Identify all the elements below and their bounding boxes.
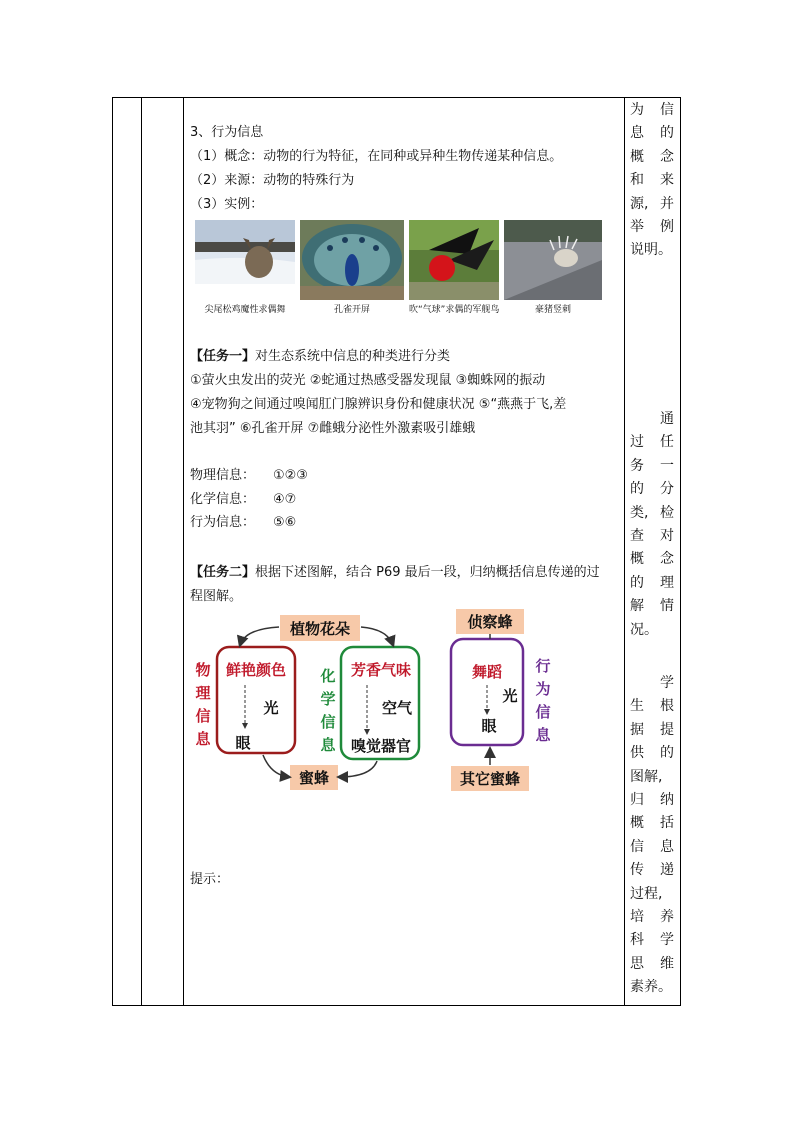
task1-title-rest: 对生态系统中信息的种类进行分类	[255, 349, 451, 364]
info-transfer-diagram	[185, 605, 565, 805]
side-line: 通	[660, 411, 674, 427]
side-note-3	[630, 672, 674, 1000]
task1-line3: 池其羽” ⑥孔雀开屏 ⑦雌蛾分泌性外激素吸引雄蛾	[190, 421, 476, 436]
task1-line2: ④宠物狗之间通过嗅闻肛门腺辨识身份和健康状况 ⑤“燕燕于飞,差	[190, 397, 567, 412]
side-line: 供 的	[630, 745, 674, 762]
task2-line1-rest: 根据下述图解，结合 P69 最后一段，归纳概括信息传递的过	[255, 565, 600, 580]
answer-behavior-value: ⑤⑥	[273, 515, 297, 530]
scout-bee-label: 侦察蜂	[467, 613, 513, 631]
concept-text: （1）概念：动物的行为特征，在同种或异种生物传递某种信息。	[190, 149, 563, 164]
side-line: 和 来	[630, 172, 674, 189]
answer-behavior-label: 行为信息：	[190, 515, 256, 530]
light2-text: 光	[502, 687, 518, 705]
examples-label: （3）实例：	[190, 197, 264, 212]
smell-organ-text: 嗅觉器官	[350, 737, 412, 755]
side-line: 的 理	[630, 574, 674, 591]
dance-text: 舞蹈	[471, 663, 503, 681]
svg-text:物: 物	[195, 661, 211, 679]
photo-grouse	[195, 220, 295, 315]
side-line: 况。	[630, 621, 658, 638]
grouse-image	[195, 220, 295, 300]
svg-text:息: 息	[320, 736, 336, 754]
photo-caption: 豪猪竖刺	[534, 305, 571, 315]
side-line: 查 对	[630, 528, 674, 545]
svg-text:信: 信	[320, 713, 336, 731]
fragrance-text: 芳香气味	[350, 661, 412, 679]
photo-caption: 尖尾松鸡魔性求偶舞	[204, 305, 286, 315]
side-line: 为 信	[630, 102, 674, 118]
side-line: 务 一	[630, 457, 674, 474]
answer-physical-label: 物理信息：	[190, 468, 256, 483]
side-line: 学	[660, 675, 674, 691]
side-line: 过 任	[630, 434, 674, 451]
side-line: 源, 并	[630, 195, 674, 212]
svg-text:学: 学	[320, 690, 336, 708]
source-text: （2）来源：动物的特殊行为	[190, 173, 355, 188]
arrow-plant-to-chemical	[361, 627, 393, 645]
svg-text:为: 为	[535, 680, 551, 698]
task2-title: 【任务二】	[190, 565, 256, 580]
photo-caption: 孔雀开屏	[333, 305, 370, 315]
arrow-chemical-to-bee	[339, 761, 377, 777]
table-border-top	[112, 97, 681, 98]
side-line: 过程,	[630, 885, 663, 902]
task1-line1: ①萤火虫发出的荧光 ②蛇通过热感受器发现鼠 ③蜘蛛网的振动	[190, 373, 546, 388]
frigatebird-image	[409, 220, 499, 300]
side-line: 息 的	[630, 125, 674, 142]
svg-text:理: 理	[195, 684, 211, 702]
bright-color-text: 鲜艳颜色	[225, 661, 287, 679]
task1-title: 【任务一】	[190, 349, 256, 364]
behavior-info-label	[535, 657, 551, 744]
table-border-right	[680, 97, 681, 1006]
side-line: 概 念	[630, 148, 674, 165]
side-line: 举 例	[630, 219, 674, 236]
side-line: 的 分	[630, 481, 674, 498]
answer-chemical-label: 化学信息：	[190, 492, 256, 507]
table-divider-1	[141, 97, 142, 1006]
plant-label: 植物花朵	[289, 620, 351, 638]
side-note-1	[630, 99, 674, 263]
photo-frigatebird	[409, 220, 500, 315]
svg-text:行: 行	[535, 657, 551, 675]
svg-text:信: 信	[195, 707, 211, 725]
task1-heading	[190, 346, 450, 368]
table-border-bottom	[112, 1005, 681, 1006]
photo-peacock	[300, 220, 404, 315]
peacock-image	[300, 220, 404, 300]
svg-text:信: 信	[535, 703, 551, 721]
side-line: 生 根	[630, 698, 674, 715]
side-line: 素养。	[630, 979, 672, 996]
eye-text: 眼	[235, 734, 251, 752]
porcupine-image	[504, 220, 602, 300]
svg-text:化: 化	[320, 667, 336, 685]
side-line: 科 学	[630, 932, 674, 949]
answer-chemical-value: ④⑦	[273, 492, 297, 507]
eye2-text: 眼	[481, 717, 497, 735]
physical-info-label	[195, 661, 211, 748]
side-line: 培 养	[630, 909, 674, 926]
side-line: 传 递	[630, 862, 674, 879]
photo-porcupine	[504, 220, 602, 315]
chemical-info-label	[319, 667, 336, 754]
table-divider-2	[183, 97, 184, 1006]
bee-label: 蜜蜂	[298, 769, 330, 787]
side-note-2	[630, 408, 674, 642]
arrow-physical-to-bee	[263, 755, 289, 777]
task2-line1	[190, 562, 600, 584]
table-divider-3	[624, 97, 625, 1006]
other-bees-label: 其它蜜蜂	[459, 770, 521, 788]
side-line: 思 维	[630, 955, 674, 972]
air-text: 空气	[381, 699, 413, 717]
side-line: 归 纳	[630, 792, 674, 809]
side-line: 说明。	[630, 242, 672, 259]
table-border-left	[112, 97, 113, 1006]
section-title: 3、行为信息	[190, 125, 264, 140]
side-line: 据 提	[630, 721, 674, 738]
svg-text:息: 息	[535, 726, 551, 744]
answer-physical-value: ①②③	[273, 468, 308, 483]
side-line: 图解,	[630, 768, 663, 785]
side-line: 概 括	[630, 815, 674, 832]
side-line: 信 息	[630, 838, 674, 855]
light-text: 光	[263, 699, 279, 717]
arrow-plant-to-physical	[240, 627, 279, 645]
photo-caption: 吹“气球”求偶的军舰鸟	[409, 305, 500, 315]
task2-line2: 程图解。	[190, 589, 243, 604]
side-line: 解 情	[630, 598, 674, 615]
side-line: 类, 检	[630, 504, 674, 521]
side-line: 概 念	[630, 551, 674, 568]
svg-text:息: 息	[195, 730, 211, 748]
hint-label: 提示：	[190, 872, 230, 887]
